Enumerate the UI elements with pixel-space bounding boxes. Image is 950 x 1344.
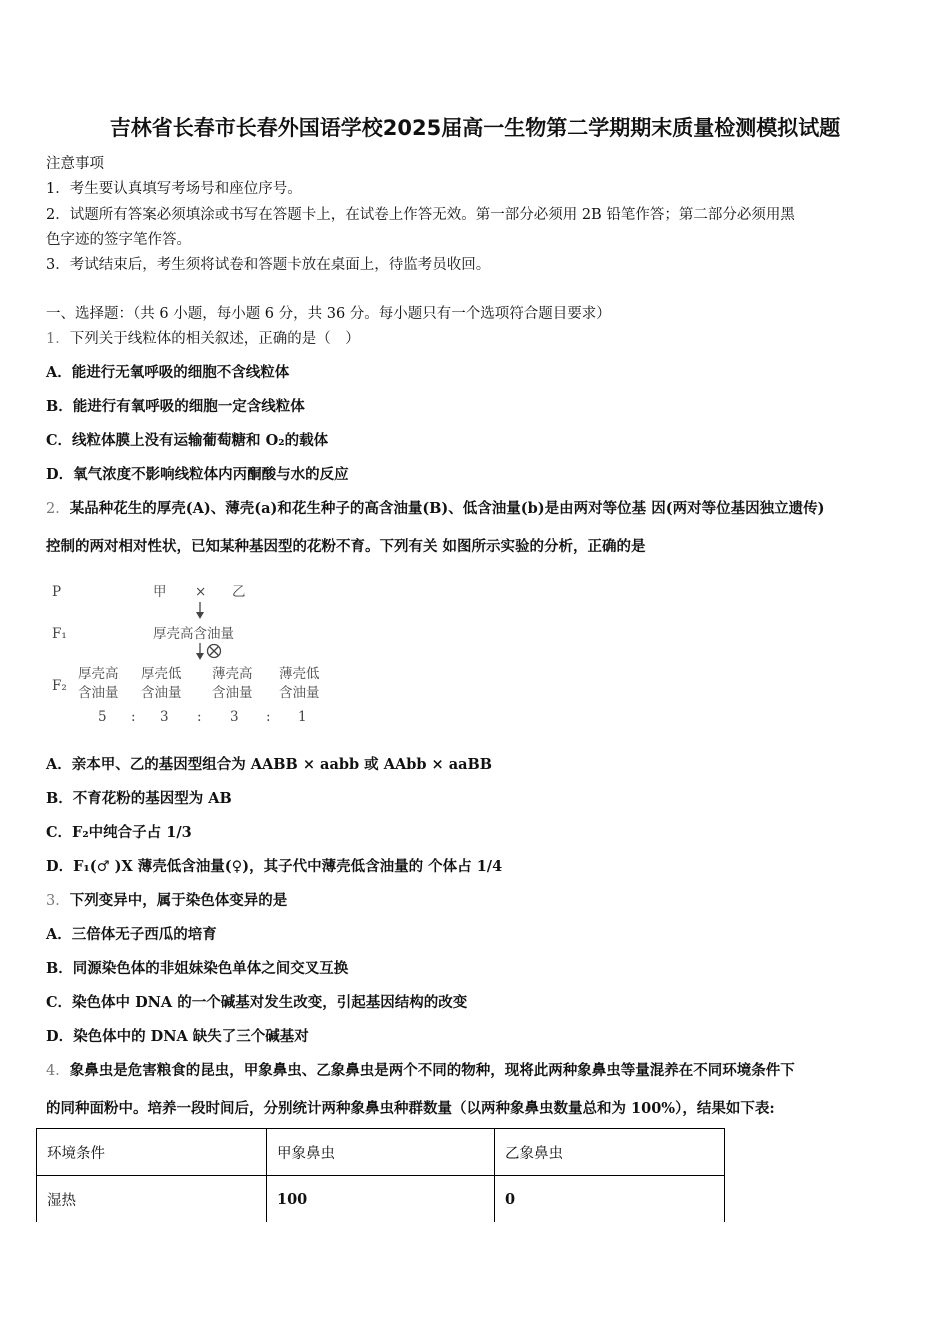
ratio-separator: : bbox=[266, 709, 271, 725]
notice-item: 色字迹的签字笔作答。 bbox=[46, 232, 191, 248]
results-table bbox=[36, 1128, 725, 1223]
question-2-option-a: A．亲本甲、乙的基因型组合为 AABB × aabb 或 AAbb × aaBB bbox=[46, 756, 493, 773]
table-header-cell: 乙象鼻虫 bbox=[495, 1129, 725, 1176]
parent-yi: 乙 bbox=[232, 584, 246, 600]
table-header-row bbox=[37, 1129, 725, 1176]
table-cell: 100 bbox=[267, 1176, 495, 1223]
question-2-stem-line1 bbox=[46, 497, 824, 518]
question-2-option-c: C．F₂中纯合子占 1/3 bbox=[46, 824, 192, 841]
question-number: 3． bbox=[46, 893, 70, 909]
question-text: 某品种花生的厚壳(A)、薄壳(a)和花生种子的高含油量(B)、低含油量(b)是由两对等位基 因(两对等位基因独立遗传) bbox=[69, 500, 825, 517]
table-row bbox=[37, 1176, 725, 1223]
f2-phenotype: 厚壳高 bbox=[78, 666, 119, 682]
question-3-option-a: A．三倍体无子西瓜的培育 bbox=[46, 926, 217, 943]
ratio-value: 3 bbox=[160, 709, 169, 725]
table-cell: 湿热 bbox=[37, 1176, 267, 1223]
f2-phenotype: 薄壳低 bbox=[279, 666, 320, 682]
question-3-option-c: C．染色体中 DNA 的一个碱基对发生改变，引起基因结构的改变 bbox=[46, 994, 468, 1011]
question-3-option-d: D．染色体中的 DNA 缺失了三个碱基对 bbox=[46, 1028, 309, 1045]
genetic-cross-diagram bbox=[46, 578, 346, 728]
notice-item: 3．考试结束后，考生须将试卷和答题卡放在桌面上，待监考员收回。 bbox=[46, 257, 491, 273]
f2-phenotype: 厚壳低 bbox=[141, 666, 182, 682]
question-1-option-b: B．能进行有氧呼吸的细胞一定含线粒体 bbox=[46, 398, 305, 415]
p-generation-label: P bbox=[52, 584, 62, 600]
ratio-separator: : bbox=[197, 709, 202, 725]
notice-item: 1．考生要认真填写考场号和座位序号。 bbox=[46, 181, 302, 197]
f1-phenotype: 厚壳高含油量 bbox=[153, 626, 234, 642]
question-4-stem-line2: 的同种面粉中。培养一段时间后，分别统计两种象鼻虫种群数量（以两种象鼻虫数量总和为 100%），结果如下表: bbox=[46, 1100, 775, 1117]
notice-heading: 注意事项 bbox=[46, 156, 104, 172]
ratio-value: 3 bbox=[230, 709, 239, 725]
table-header-cell: 甲象鼻虫 bbox=[267, 1129, 495, 1176]
question-3-option-b: B．同源染色体的非姐妹染色单体之间交叉互换 bbox=[46, 960, 349, 977]
f2-phenotype: 含油量 bbox=[212, 685, 253, 701]
f1-generation-label: F₁ bbox=[52, 626, 67, 642]
question-1-option-d: D．氧气浓度不影响线粒体内丙酮酸与水的反应 bbox=[46, 466, 349, 483]
question-text: 下列关于线粒体的相关叙述，正确的是（ ） bbox=[69, 331, 360, 347]
notice-item: 2．试题所有答案必须填涂或书写在答题卡上，在试卷上作答无效。第一部分必须用 2B 铅笔作答；第二部分必须用黑 bbox=[46, 207, 795, 223]
page-title: 吉林省长春市长春外国语学校2025届高一生物第二学期期末质量检测模拟试题 bbox=[109, 116, 841, 140]
selfing-icon bbox=[208, 645, 221, 658]
section-heading: 一、选择题：（共 6 小题，每小题 6 分，共 36 分。每小题只有一个选项符合题目要求） bbox=[46, 306, 611, 322]
question-4-stem-line1 bbox=[46, 1059, 795, 1080]
question-number: 2． bbox=[46, 501, 70, 517]
down-arrow-icon bbox=[196, 643, 204, 660]
f2-phenotype: 含油量 bbox=[78, 685, 119, 701]
cross-symbol: × bbox=[195, 584, 207, 600]
f2-phenotype: 含油量 bbox=[279, 685, 320, 701]
f2-phenotype: 含油量 bbox=[141, 685, 182, 701]
ratio-separator: : bbox=[131, 709, 136, 725]
question-number: 1． bbox=[46, 331, 70, 347]
question-1-option-a: A．能进行无氧呼吸的细胞不含线粒体 bbox=[46, 364, 290, 381]
question-2-stem-line2: 控制的两对相对性状，已知某种基因型的花粉不育。下列有关 如图所示实验的分析，正确的是 bbox=[46, 538, 646, 555]
ratio-value: 1 bbox=[298, 709, 307, 725]
question-number: 4． bbox=[46, 1063, 70, 1079]
table-header-cell: 环境条件 bbox=[37, 1129, 267, 1176]
question-text: 下列变异中，属于染色体变异的是 bbox=[69, 892, 288, 909]
f2-phenotype: 薄壳高 bbox=[212, 666, 253, 682]
question-3-stem bbox=[46, 889, 287, 910]
page-cutoff bbox=[30, 1222, 750, 1232]
f2-generation-label: F₂ bbox=[52, 678, 67, 694]
question-text: 象鼻虫是危害粮食的昆虫，甲象鼻虫、乙象鼻虫是两个不同的物种，现将此两种象鼻虫等量混养在不同环境条件下 bbox=[69, 1062, 795, 1079]
question-1-option-c: C．线粒体膜上没有运输葡萄糖和 O₂的载体 bbox=[46, 432, 329, 449]
question-2-option-b: B．不育花粉的基因型为 AB bbox=[46, 790, 232, 807]
parent-jia: 甲 bbox=[153, 584, 167, 600]
question-2-option-d: D．F₁(♂ )X 薄壳低含油量(♀)，其子代中薄壳低含油量的 个体占 1/4 bbox=[46, 858, 503, 875]
down-arrow-icon bbox=[196, 602, 204, 619]
table-cell: 0 bbox=[495, 1176, 725, 1223]
ratio-value: 5 bbox=[98, 709, 107, 725]
question-1-stem bbox=[46, 327, 360, 348]
